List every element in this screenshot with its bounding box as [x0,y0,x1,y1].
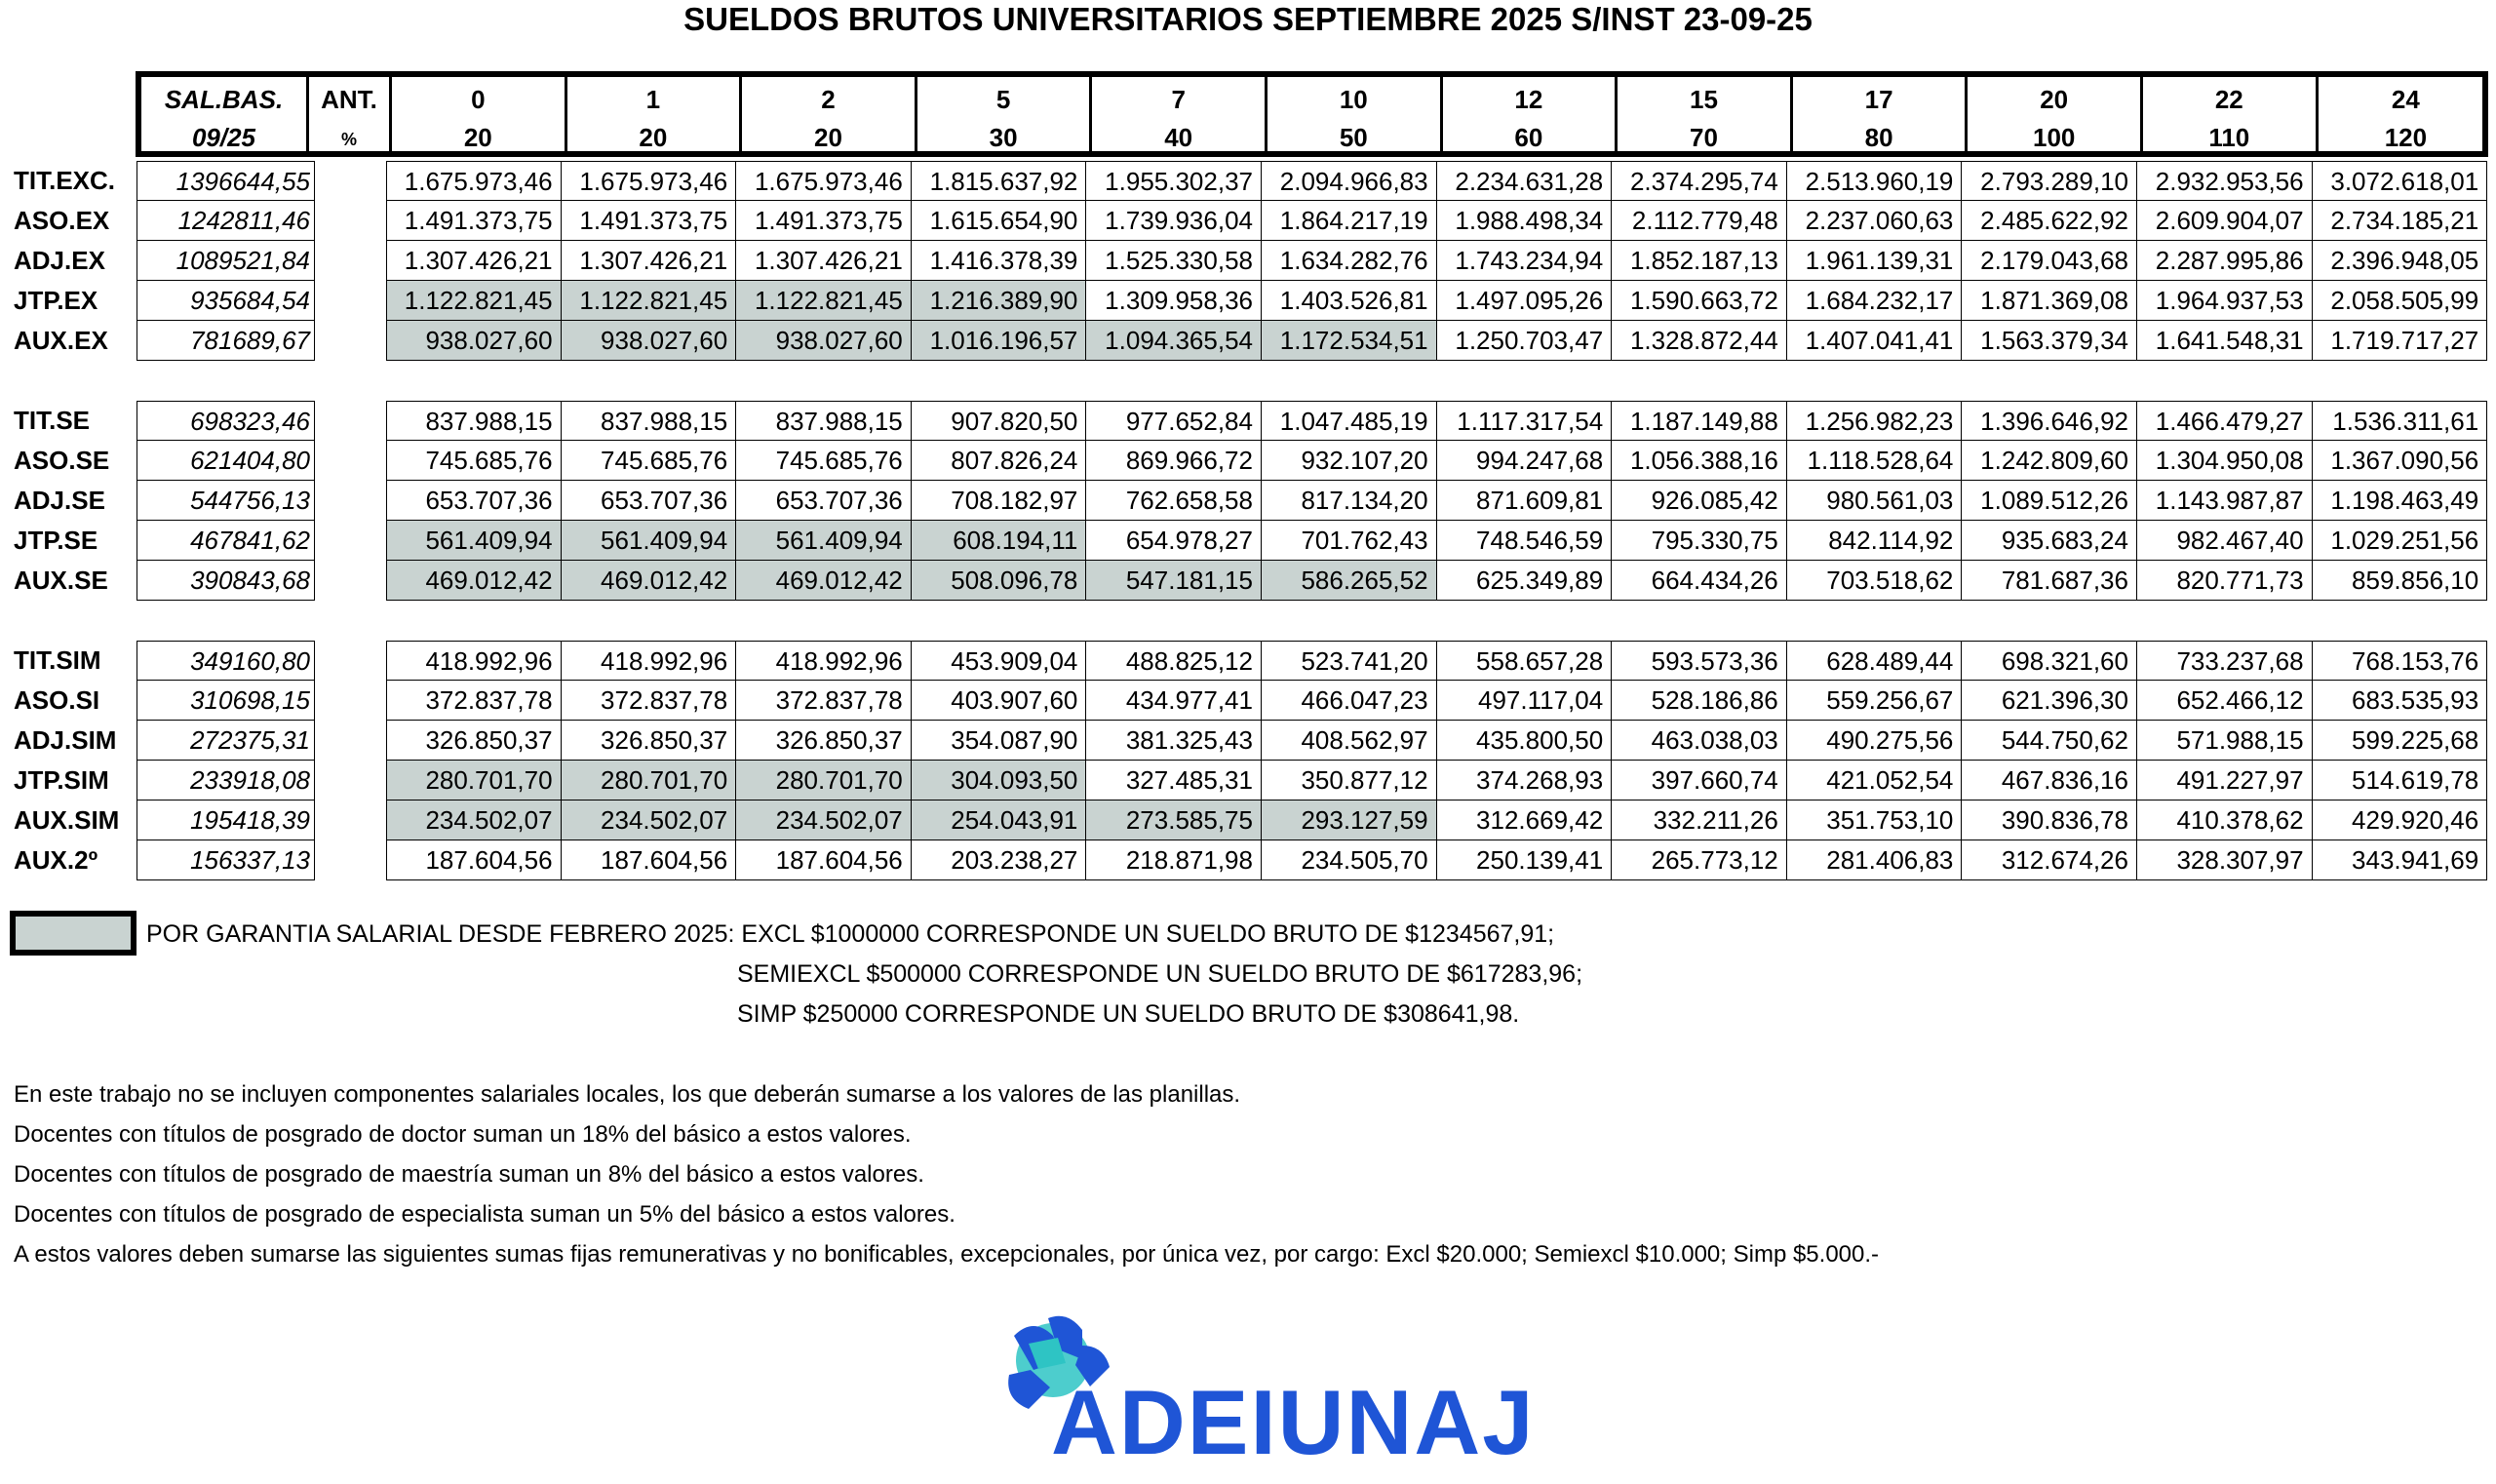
salary-cell: 1.590.663,72 [1612,281,1787,321]
salary-cell: 2.793.289,10 [1962,161,2137,201]
salary-cell: 2.179.043,68 [1962,241,2137,281]
salary-cell: 490.275,56 [1787,721,1963,761]
salary-cell: 842.114,92 [1787,521,1963,561]
base-salary: 233918,08 [136,761,315,801]
row-category: TIT.SIM [14,645,101,675]
base-salary: 698323,46 [136,401,315,441]
base-salary: 310698,15 [136,681,315,721]
base-salary: 781689,67 [136,321,315,361]
table-row [12,401,2488,441]
salary-cell: 281.406,83 [1787,840,1963,880]
salary-cell: 327.485,31 [1086,761,1262,801]
salary-cell: 187.604,56 [736,840,912,880]
header-col-9 [1968,77,2143,151]
salary-cell: 390.836,78 [1962,801,2137,840]
salary-cell: 218.871,98 [1086,840,1262,880]
salary-cell: 491.227,97 [2137,761,2313,801]
header-percent: 20 [463,123,492,152]
header-years: 20 [2040,85,2069,114]
salary-cell: 938.027,60 [736,321,912,361]
salary-cell: 1.491.373,75 [736,201,912,241]
base-salary: 349160,80 [136,641,315,681]
page-title: SUELDOS BRUTOS UNIVERSITARIOS SEPTIEMBRE 2025 S/INST 23-09-25 [683,1,1813,37]
salary-cell: 698.321,60 [1962,641,2137,681]
salary-cell: 768.153,76 [2313,641,2488,681]
table-row [12,801,2488,840]
salary-cell: 781.687,36 [1962,561,2137,601]
header-years: 15 [1690,85,1718,114]
salary-cell: 1.497.095,26 [1437,281,1613,321]
salary-cell: 1.491.373,75 [386,201,562,241]
table-header [136,71,2488,157]
salary-cell: 938.027,60 [562,321,737,361]
salary-cell: 410.378,62 [2137,801,2313,840]
salary-cell: 653.707,36 [562,481,737,521]
salary-cell: 469.012,42 [562,561,737,601]
salary-cell: 1.117.317,54 [1437,401,1613,441]
salary-cell: 1.675.973,46 [386,161,562,201]
salary-cell: 926.085,42 [1612,481,1787,521]
salary-cell: 312.674,26 [1962,840,2137,880]
salary-cell: 528.186,86 [1612,681,1787,721]
salary-cell: 1.416.378,39 [912,241,1087,281]
salary-cell: 1.536.311,61 [2313,401,2488,441]
salary-cell: 187.604,56 [386,840,562,880]
header-col-1 [567,77,743,151]
salary-cell: 234.502,07 [562,801,737,840]
salary-cell: 1.122.821,45 [562,281,737,321]
salary-cell: 1.172.534,51 [1262,321,1437,361]
salary-cell: 374.268,93 [1437,761,1613,801]
row-category: JTP.SE [14,526,98,555]
table-row [12,241,2488,281]
salary-cell: 625.349,89 [1437,561,1613,601]
header-years: 17 [1864,85,1893,114]
salary-cell: 762.658,58 [1086,481,1262,521]
header-percent: 60 [1514,123,1543,152]
base-salary: 390843,68 [136,561,315,601]
salary-cell: 1.407.041,41 [1787,321,1963,361]
salary-cell: 1.143.987,87 [2137,481,2313,521]
salary-cell: 2.396.948,05 [2313,241,2488,281]
salary-cell: 1.029.251,56 [2313,521,2488,561]
salary-cell: 381.325,43 [1086,721,1262,761]
header-col-8 [1793,77,1969,151]
salary-cell: 745.685,76 [562,441,737,481]
salary-cell: 1.256.982,23 [1787,401,1963,441]
base-salary: 156337,13 [136,840,315,880]
salary-cell: 326.850,37 [736,721,912,761]
salary-cell: 469.012,42 [386,561,562,601]
header-percent: 50 [1339,123,1368,152]
salary-cell: 628.489,44 [1787,641,1963,681]
salary-cell: 652.466,12 [2137,681,2313,721]
row-category: JTP.EX [14,286,98,315]
salary-cell: 273.585,75 [1086,801,1262,840]
salary-cell: 466.047,23 [1262,681,1437,721]
salary-cell: 1.242.809,60 [1962,441,2137,481]
salary-cell: 1.563.379,34 [1962,321,2137,361]
salary-cell: 2.094.966,83 [1262,161,1437,201]
table-row [12,521,2488,561]
salary-cell: 938.027,60 [386,321,562,361]
salary-cell: 547.181,15 [1086,561,1262,601]
salary-cell: 2.058.505,99 [2313,281,2488,321]
salary-cell: 203.238,27 [912,840,1087,880]
table-row [12,161,2488,201]
salary-cell: 708.182,97 [912,481,1087,521]
salary-cell: 1.615.654,90 [912,201,1087,241]
header-sal-bas-date: 09/25 [191,123,256,152]
salary-cell: 1.871.369,08 [1962,281,2137,321]
salary-cell: 418.992,96 [562,641,737,681]
salary-cell: 1.961.139,31 [1787,241,1963,281]
salary-cell: 837.988,15 [562,401,737,441]
header-col-0 [392,77,567,151]
salary-cell: 280.701,70 [736,761,912,801]
salary-cell: 1.739.936,04 [1086,201,1262,241]
salary-cell: 653.707,36 [736,481,912,521]
salary-cell: 1.304.950,08 [2137,441,2313,481]
salary-cell: 1.964.937,53 [2137,281,2313,321]
salary-cell: 561.409,94 [386,521,562,561]
salary-cell: 435.800,50 [1437,721,1613,761]
header-years: 22 [2214,85,2243,114]
salary-cell: 469.012,42 [736,561,912,601]
salary-cell: 745.685,76 [736,441,912,481]
salary-cell: 343.941,69 [2313,840,2488,880]
salary-cell: 1.250.703,47 [1437,321,1613,361]
base-salary: 544756,13 [136,481,315,521]
salary-cell: 701.762,43 [1262,521,1437,561]
salary-cell: 977.652,84 [1086,401,1262,441]
salary-cell: 2.513.960,19 [1787,161,1963,201]
table-row [12,561,2488,601]
salary-cell: 350.877,12 [1262,761,1437,801]
salary-cell: 703.518,62 [1787,561,1963,601]
logo-text: ADEIUNAJ [1051,1371,1536,1473]
salary-cell: 745.685,76 [386,441,562,481]
row-category: ADJ.EX [14,246,105,275]
salary-cell: 807.826,24 [912,441,1087,481]
salary-cell: 1.307.426,21 [562,241,737,281]
salary-cell: 1.122.821,45 [386,281,562,321]
salary-cell: 312.669,42 [1437,801,1613,840]
header-percent: 100 [2032,123,2076,152]
salary-cell: 1.675.973,46 [562,161,737,201]
salary-cell: 664.434,26 [1612,561,1787,601]
base-salary: 195418,39 [136,801,315,840]
header-col-6 [1443,77,1618,151]
header-years: 24 [2391,85,2420,114]
row-category: TIT.EXC. [14,166,116,195]
salary-cell: 932.107,20 [1262,441,1437,481]
salary-cell: 2.734.185,21 [2313,201,2488,241]
salary-cell: 497.117,04 [1437,681,1613,721]
row-category: ASO.EX [14,206,110,235]
salary-cell: 326.850,37 [562,721,737,761]
header-years: 7 [1171,85,1186,114]
header-sal-bas [141,77,309,151]
salary-cell: 1.056.388,16 [1612,441,1787,481]
salary-cell: 2.234.631,28 [1437,161,1613,201]
salary-cell: 1.684.232,17 [1787,281,1963,321]
table-row [12,721,2488,761]
salary-cell: 1.491.373,75 [562,201,737,241]
salary-cell: 683.535,93 [2313,681,2488,721]
salary-cell: 488.825,12 [1086,641,1262,681]
salary-cell: 1.988.498,34 [1437,201,1613,241]
header-percent: 80 [1864,123,1893,152]
header-col-5 [1268,77,1443,151]
salary-cell: 817.134,20 [1262,481,1437,521]
footnote: Docentes con títulos de posgrado de especialista suman un 5% del básico a estos valores. [14,1201,956,1228]
row-category: ASO.SE [14,446,110,475]
salary-cell: 561.409,94 [736,521,912,561]
base-salary: 621404,80 [136,441,315,481]
salary-cell: 2.374.295,74 [1612,161,1787,201]
salary-cell: 280.701,70 [562,761,737,801]
salary-cell: 1.634.282,76 [1262,241,1437,281]
salary-cell: 1.309.958,36 [1086,281,1262,321]
salary-cell: 1.187.149,88 [1612,401,1787,441]
salary-cell: 326.850,37 [386,721,562,761]
table-row [12,281,2488,321]
salary-cell: 1.367.090,56 [2313,441,2488,481]
footnote: En este trabajo no se incluyen componentes salariales locales, los que deberán sumarse a los valores de las planillas. [14,1081,1241,1108]
row-category: AUX.SIM [14,805,120,835]
salary-cell: 980.561,03 [1787,481,1963,521]
guarantee-note-line1: POR GARANTIA SALARIAL DESDE FEBRERO 2025: EXCL $1000000 CORRESPONDE UN SUELDO BRUTO DE $1234567,91; [146,920,1555,948]
base-salary: 272375,31 [136,721,315,761]
salary-cell: 2.237.060,63 [1787,201,1963,241]
row-category: AUX.EX [14,326,108,355]
salary-cell: 1.466.479,27 [2137,401,2313,441]
salary-cell: 1.955.302,37 [1086,161,1262,201]
salary-cell: 748.546,59 [1437,521,1613,561]
salary-cell: 1.216.389,90 [912,281,1087,321]
header-percent: 40 [1164,123,1193,152]
salary-cell: 453.909,04 [912,641,1087,681]
salary-cell: 234.505,70 [1262,840,1437,880]
salary-cell: 1.307.426,21 [386,241,562,281]
salary-cell: 403.907,60 [912,681,1087,721]
footnote: Docentes con títulos de posgrado de maestría suman un 8% del básico a estos valores. [14,1161,924,1188]
salary-cell: 467.836,16 [1962,761,2137,801]
footnote: Docentes con títulos de posgrado de doctor suman un 18% del básico a estos valores. [14,1121,912,1148]
salary-cell: 234.502,07 [736,801,912,840]
salary-cell: 1.094.365,54 [1086,321,1262,361]
salary-cell: 508.096,78 [912,561,1087,601]
salary-cell: 1.089.512,26 [1962,481,2137,521]
table-row [12,641,2488,681]
salary-cell: 293.127,59 [1262,801,1437,840]
table-row [12,481,2488,521]
salary-cell: 982.467,40 [2137,521,2313,561]
salary-cell: 1.396.646,92 [1962,401,2137,441]
salary-cell: 463.038,03 [1612,721,1787,761]
salary-cell: 304.093,50 [912,761,1087,801]
header-ant-label: ANT. [321,85,377,114]
footnote: A estos valores deben sumarse las siguientes sumas fijas remunerativas y no bonificables, excepcionales, por única vez, por cargo: Excl $20.000; Semiexcl $10.000; Simp $5.000.- [14,1241,1880,1268]
header-col-3 [917,77,1093,151]
salary-cell: 795.330,75 [1612,521,1787,561]
salary-cell: 654.978,27 [1086,521,1262,561]
header-percent: 120 [2384,123,2428,152]
header-ant-unit: % [340,130,357,149]
salary-cell: 354.087,90 [912,721,1087,761]
salary-cell: 1.307.426,21 [736,241,912,281]
header-years: 1 [645,85,661,114]
salary-cell: 608.194,11 [912,521,1087,561]
salary-cell: 234.502,07 [386,801,562,840]
base-salary: 935684,54 [136,281,315,321]
row-category: JTP.SIM [14,765,109,795]
base-salary: 1396644,55 [136,161,315,201]
salary-cell: 523.741,20 [1262,641,1437,681]
salary-cell: 434.977,41 [1086,681,1262,721]
salary-cell: 421.052,54 [1787,761,1963,801]
salary-cell: 351.753,10 [1787,801,1963,840]
table-row [12,201,2488,241]
salary-cell: 1.641.548,31 [2137,321,2313,361]
salary-cell: 1.016.196,57 [912,321,1087,361]
salary-cell: 994.247,68 [1437,441,1613,481]
header-percent: 20 [814,123,842,152]
header-ant [309,77,392,151]
salary-cell: 859.856,10 [2313,561,2488,601]
salary-cell: 2.112.779,48 [1612,201,1787,241]
salary-cell: 871.609,81 [1437,481,1613,521]
salary-cell: 1.403.526,81 [1262,281,1437,321]
salary-cell: 1.122.821,45 [736,281,912,321]
salary-cell: 2.287.995,86 [2137,241,2313,281]
salary-cell: 372.837,78 [736,681,912,721]
salary-cell: 1.852.187,13 [1612,241,1787,281]
table-row [12,761,2488,801]
salary-cell: 621.396,30 [1962,681,2137,721]
header-years: 0 [471,85,486,114]
table-row [12,840,2488,880]
guarantee-note-line2: SEMIEXCL $500000 CORRESPONDE UN SUELDO BRUTO DE $617283,96; [737,960,1583,988]
salary-cell: 593.573,36 [1612,641,1787,681]
salary-cell: 1.743.234,94 [1437,241,1613,281]
salary-cell: 558.657,28 [1437,641,1613,681]
row-category: TIT.SE [14,406,91,435]
row-category: AUX.2º [14,845,98,875]
salary-cell: 397.660,74 [1612,761,1787,801]
header-sal-bas-label: SAL.BAS. [164,85,284,114]
header-col-4 [1092,77,1268,151]
header-years: 2 [821,85,836,114]
header-percent: 20 [639,123,668,152]
salary-cell: 254.043,91 [912,801,1087,840]
table-row [12,321,2488,361]
salary-cell: 907.820,50 [912,401,1087,441]
salary-cell: 1.815.637,92 [912,161,1087,201]
base-salary: 1242811,46 [136,201,315,241]
salary-cell: 1.328.872,44 [1612,321,1787,361]
salary-cell: 2.485.622,92 [1962,201,2137,241]
header-percent: 30 [989,123,1018,152]
salary-cell: 586.265,52 [1262,561,1437,601]
salary-cell: 1.719.717,27 [2313,321,2488,361]
salary-cell: 869.966,72 [1086,441,1262,481]
salary-cell: 250.139,41 [1437,840,1613,880]
salary-cell: 837.988,15 [736,401,912,441]
salary-cell: 372.837,78 [562,681,737,721]
salary-cell: 418.992,96 [386,641,562,681]
salary-cell: 2.932.953,56 [2137,161,2313,201]
salary-cell: 372.837,78 [386,681,562,721]
salary-cell: 408.562,97 [1262,721,1437,761]
header-percent: 110 [2208,123,2250,152]
salary-cell: 1.525.330,58 [1086,241,1262,281]
row-category: AUX.SE [14,566,108,595]
salary-cell: 332.211,26 [1612,801,1787,840]
header-col-10 [2143,77,2319,151]
salary-cell: 820.771,73 [2137,561,2313,601]
guarantee-note-line3: SIMP $250000 CORRESPONDE UN SUELDO BRUTO DE $308641,98. [737,1000,1520,1028]
salary-cell: 1.675.973,46 [736,161,912,201]
salary-cell: 1.864.217,19 [1262,201,1437,241]
salary-cell: 935.683,24 [1962,521,2137,561]
salary-cell: 733.237,68 [2137,641,2313,681]
row-category: ADJ.SE [14,486,105,515]
salary-cell: 418.992,96 [736,641,912,681]
salary-cell: 280.701,70 [386,761,562,801]
salary-cell: 1.118.528,64 [1787,441,1963,481]
salary-cell: 561.409,94 [562,521,737,561]
row-category: ASO.SI [14,685,100,715]
salary-cell: 187.604,56 [562,840,737,880]
header-percent: 70 [1690,123,1718,152]
salary-cell: 544.750,62 [1962,721,2137,761]
salary-cell: 429.920,46 [2313,801,2488,840]
row-category: ADJ.SIM [14,725,117,755]
base-salary: 1089521,84 [136,241,315,281]
guarantee-legend-swatch [10,911,136,956]
salary-cell: 1.047.485,19 [1262,401,1437,441]
header-col-2 [742,77,917,151]
header-years: 10 [1339,85,1368,114]
salary-cell: 265.773,12 [1612,840,1787,880]
salary-cell: 653.707,36 [386,481,562,521]
salary-cell: 571.988,15 [2137,721,2313,761]
salary-cell: 837.988,15 [386,401,562,441]
header-years: 12 [1514,85,1543,114]
salary-cell: 328.307,97 [2137,840,2313,880]
base-salary: 467841,62 [136,521,315,561]
table-row [12,681,2488,721]
header-col-7 [1618,77,1793,151]
header-years: 5 [995,85,1011,114]
table-row [12,441,2488,481]
salary-cell: 2.609.904,07 [2137,201,2313,241]
salary-cell: 559.256,67 [1787,681,1963,721]
salary-cell: 1.198.463,49 [2313,481,2488,521]
salary-cell: 599.225,68 [2313,721,2488,761]
salary-cell: 3.072.618,01 [2313,161,2488,201]
salary-cell: 514.619,78 [2313,761,2488,801]
header-col-11 [2319,77,2494,151]
